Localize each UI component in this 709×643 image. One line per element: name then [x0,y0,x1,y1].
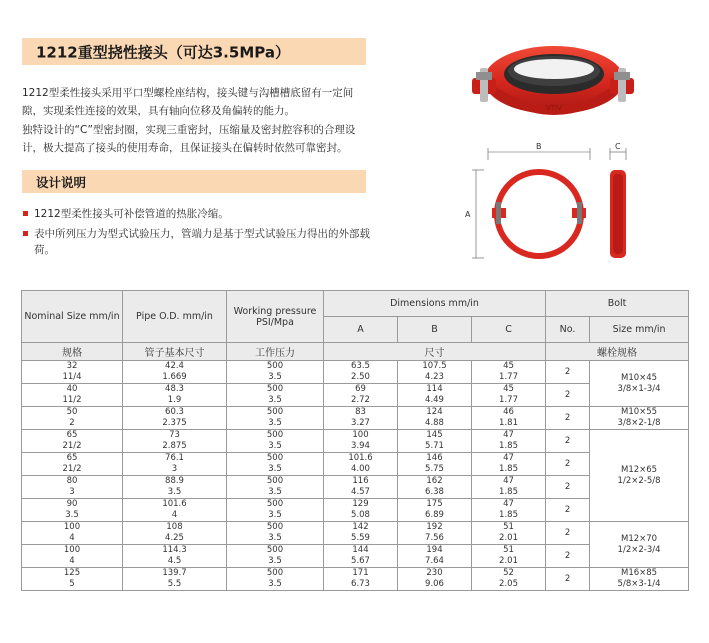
cell-dim-c: 1.81 [472,418,546,430]
cell-nominal-size: 21/2 [22,441,123,453]
cell-bolt-no: 2 [546,384,590,407]
cell-dim-b: 162 [398,476,472,488]
cell-pressure: 3.5 [227,441,324,453]
cell-pressure: 500 [227,522,324,534]
intro-paragraph-1: 1212型柔性接头采用平口型螺栓座结构，接头键与沟槽槽底留有一定间隙，实现柔性连接的效果，具有轴向位移及角偏转的能力。 [22,87,354,117]
cell-dim-b: 145 [398,430,472,442]
cell-pipe-od: 48.3 [123,384,227,396]
cell-pipe-od: 3 [123,464,227,476]
cell-pipe-od: 1.9 [123,395,227,407]
cell-dim-a: 100 [324,430,398,442]
cell-bolt-no: 2 [546,430,590,453]
cell-pressure: 500 [227,545,324,557]
cell-nominal-size: 40 [22,384,123,396]
cell-dim-c: 51 [472,522,546,534]
cell-pressure: 500 [227,499,324,511]
cell-pressure: 3.5 [227,579,324,591]
bolt-size-line: M12×65 [620,464,658,475]
design-bullet: 表中所列压力为型式试验压力，管端力是基于型式试验压力得出的外部载荷。 [22,226,372,258]
cell-pipe-od: 4 [123,510,227,522]
header-c: C [472,317,546,343]
cell-dim-a: 171 [324,568,398,580]
cell-pipe-od: 2.875 [123,441,227,453]
cell-dim-b: 192 [398,522,472,534]
table-row [22,476,689,488]
coupling-photo [462,28,642,132]
cell-dim-c: 45 [472,384,546,396]
cell-nominal-size: 65 [22,430,123,442]
design-bullet: 1212型柔性接头可补偿管道的热胀冷缩。 [22,206,372,222]
dim-label-b: B [536,142,542,151]
cell-dim-a: 63.5 [324,361,398,373]
cell-pressure: 500 [227,384,324,396]
cn-header-bolt: 螺栓规格 [546,343,689,361]
cn-header-pipe-od: 管子基本尺寸 [123,343,227,361]
cell-bolt-no: 2 [546,453,590,476]
cell-pressure: 500 [227,476,324,488]
cell-dim-c: 2.01 [472,556,546,568]
cell-pressure: 500 [227,361,324,373]
page-title: 1212重型挠性接头（可达3.5MPa） [36,43,290,61]
table-row [22,453,689,465]
header-pipe-od: Pipe O.D. mm/in [123,291,227,343]
cell-dim-b: 4.23 [398,372,472,384]
cell-pipe-od: 2.375 [123,418,227,430]
table-row [22,499,689,511]
cell-pipe-od: 1.669 [123,372,227,384]
cell-pipe-od: 42.4 [123,361,227,373]
cell-bolt-no: 2 [546,568,590,591]
table-row [22,568,689,580]
cell-nominal-size: 100 [22,522,123,534]
cell-dim-c: 2.05 [472,579,546,591]
intro-paragraph-2: 独特设计的“C”型密封圈，实现三重密封，压缩量及密封腔容积的合理设计，极大提高了接头的使用寿命，且保证接头在偏转时依然可靠密封。 [22,124,356,154]
cell-dim-c: 1.85 [472,441,546,453]
design-section-title: 设计说明 [36,174,87,190]
cell-pipe-od: 88.9 [123,476,227,488]
cell-dim-a: 6.73 [324,579,398,591]
dimension-drawing [460,140,640,265]
cell-dim-c: 1.85 [472,510,546,522]
cell-dim-c: 52 [472,568,546,580]
cn-header-nominal: 规格 [22,343,123,361]
cell-nominal-size: 65 [22,453,123,465]
cell-nominal-size: 125 [22,568,123,580]
header-nominal-size: Nominal Size mm/in [22,291,123,343]
cell-dim-a: 142 [324,522,398,534]
header-bolt: Bolt [546,291,689,317]
cell-dim-a: 2.50 [324,372,398,384]
title-bar [22,38,366,65]
cell-dim-b: 175 [398,499,472,511]
cell-pipe-od: 108 [123,522,227,534]
cell-nominal-size: 21/2 [22,464,123,476]
cell-pressure: 3.5 [227,418,324,430]
cell-dim-b: 230 [398,568,472,580]
cell-pressure: 3.5 [227,464,324,476]
cell-pipe-od: 76.1 [123,453,227,465]
cell-pipe-od: 4.25 [123,533,227,545]
cell-pipe-od: 3.5 [123,487,227,499]
bolt-size-line: 3/8×1-3/4 [617,383,661,394]
cell-dim-a: 2.72 [324,395,398,407]
cell-dim-b: 114 [398,384,472,396]
cell-pipe-od: 60.3 [123,407,227,419]
cell-pressure: 3.5 [227,487,324,499]
cell-dim-b: 107.5 [398,361,472,373]
bolt-size-line: 1/2×2-5/8 [617,475,661,486]
cell-dim-c: 47 [472,499,546,511]
cell-nominal-size: 32 [22,361,123,373]
cell-pressure: 500 [227,568,324,580]
cell-nominal-size: 50 [22,407,123,419]
dim-label-a: A [465,210,471,219]
cell-dim-a: 5.67 [324,556,398,568]
cell-dim-b: 124 [398,407,472,419]
cell-bolt-no: 2 [546,499,590,522]
cell-bolt-size [590,568,689,591]
bolt-size-line: M10×55 [620,407,658,417]
cell-dim-c: 47 [472,453,546,465]
cell-dim-a: 5.08 [324,510,398,522]
cell-dim-b: 146 [398,453,472,465]
cell-nominal-size: 2 [22,418,123,430]
cell-dim-c: 45 [472,361,546,373]
header-bolt-size: Size mm/in [590,317,689,343]
bolt-size-line: M10×45 [620,372,658,383]
cell-pressure: 500 [227,407,324,419]
cell-dim-c: 1.77 [472,372,546,384]
cell-pressure: 3.5 [227,510,324,522]
cell-pipe-od: 73 [123,430,227,442]
cell-dim-a: 101.6 [324,453,398,465]
cell-pressure: 3.5 [227,556,324,568]
cell-dim-b: 7.56 [398,533,472,545]
table-row [22,407,689,419]
cell-dim-a: 5.59 [324,533,398,545]
cell-dim-a: 69 [324,384,398,396]
table-row [22,522,689,534]
cell-nominal-size: 3.5 [22,510,123,522]
cell-pressure: 3.5 [227,395,324,407]
bolt-size-line: 1/2×2-3/4 [617,544,661,555]
cell-nominal-size: 11/4 [22,372,123,384]
cell-nominal-size: 3 [22,487,123,499]
header-bolt-no: No. [546,317,590,343]
header-a: A [324,317,398,343]
cell-bolt-size [590,361,689,407]
cell-dim-b: 6.38 [398,487,472,499]
cell-pipe-od: 5.5 [123,579,227,591]
cell-dim-c: 1.77 [472,395,546,407]
table-row [22,430,689,442]
cell-dim-c: 51 [472,545,546,557]
cell-bolt-size [590,522,689,568]
table-row [22,545,689,557]
cell-dim-b: 5.71 [398,441,472,453]
cell-dim-a: 3.27 [324,418,398,430]
bolt-size-line: M12×70 [620,533,658,544]
cell-nominal-size: 4 [22,556,123,568]
cell-dim-b: 6.89 [398,510,472,522]
cell-bolt-no: 2 [546,522,590,545]
cell-dim-b: 4.88 [398,418,472,430]
cell-bolt-no: 2 [546,545,590,568]
cell-dim-c: 1.85 [472,487,546,499]
cell-nominal-size: 100 [22,545,123,557]
dim-label-c: C [615,142,621,151]
header-b: B [398,317,472,343]
design-section-bar [22,170,366,193]
spec-table [21,290,689,591]
cell-dim-c: 47 [472,430,546,442]
cell-nominal-size: 90 [22,499,123,511]
cell-pressure: 3.5 [227,372,324,384]
cell-dim-c: 2.01 [472,533,546,545]
header-dimensions: Dimensions mm/in [324,291,546,317]
cell-dim-b: 4.49 [398,395,472,407]
cell-nominal-size: 11/2 [22,395,123,407]
cell-dim-c: 46 [472,407,546,419]
cell-pipe-od: 114.3 [123,545,227,557]
cn-header-pressure: 工作压力 [227,343,324,361]
cell-dim-c: 1.85 [472,464,546,476]
cell-dim-a: 3.94 [324,441,398,453]
svg-text:VTIV: VTIV [546,104,562,112]
cell-bolt-no: 2 [546,407,590,430]
cell-dim-a: 4.57 [324,487,398,499]
cell-bolt-size [590,407,689,430]
cell-dim-b: 9.06 [398,579,472,591]
cell-pipe-od: 139.7 [123,568,227,580]
cell-dim-a: 83 [324,407,398,419]
cell-dim-a: 144 [324,545,398,557]
cell-dim-a: 4.00 [324,464,398,476]
cell-pipe-od: 101.6 [123,499,227,511]
cell-dim-c: 47 [472,476,546,488]
cell-dim-b: 5.75 [398,464,472,476]
cell-nominal-size: 5 [22,579,123,591]
cell-bolt-no: 2 [546,361,590,384]
bolt-size-line: M16×85 [620,568,658,578]
cell-pressure: 3.5 [227,533,324,545]
bolt-size-line: 3/8×2-1/8 [617,418,661,428]
table-row [22,384,689,396]
cell-pressure: 500 [227,453,324,465]
cell-pressure: 500 [227,430,324,442]
table-row [22,361,689,373]
cn-header-dimensions: 尺寸 [324,343,546,361]
cell-dim-b: 7.64 [398,556,472,568]
cell-bolt-size [590,430,689,522]
cell-dim-a: 129 [324,499,398,511]
cell-pipe-od: 4.5 [123,556,227,568]
bolt-size-line: 5/8×3-1/4 [617,579,661,589]
cell-dim-a: 116 [324,476,398,488]
cell-nominal-size: 80 [22,476,123,488]
cell-bolt-no: 2 [546,476,590,499]
spec-table-body [22,361,689,591]
cell-dim-b: 194 [398,545,472,557]
header-working-pressure: Working pressure PSI/Mpa [227,291,324,343]
cell-nominal-size: 4 [22,533,123,545]
